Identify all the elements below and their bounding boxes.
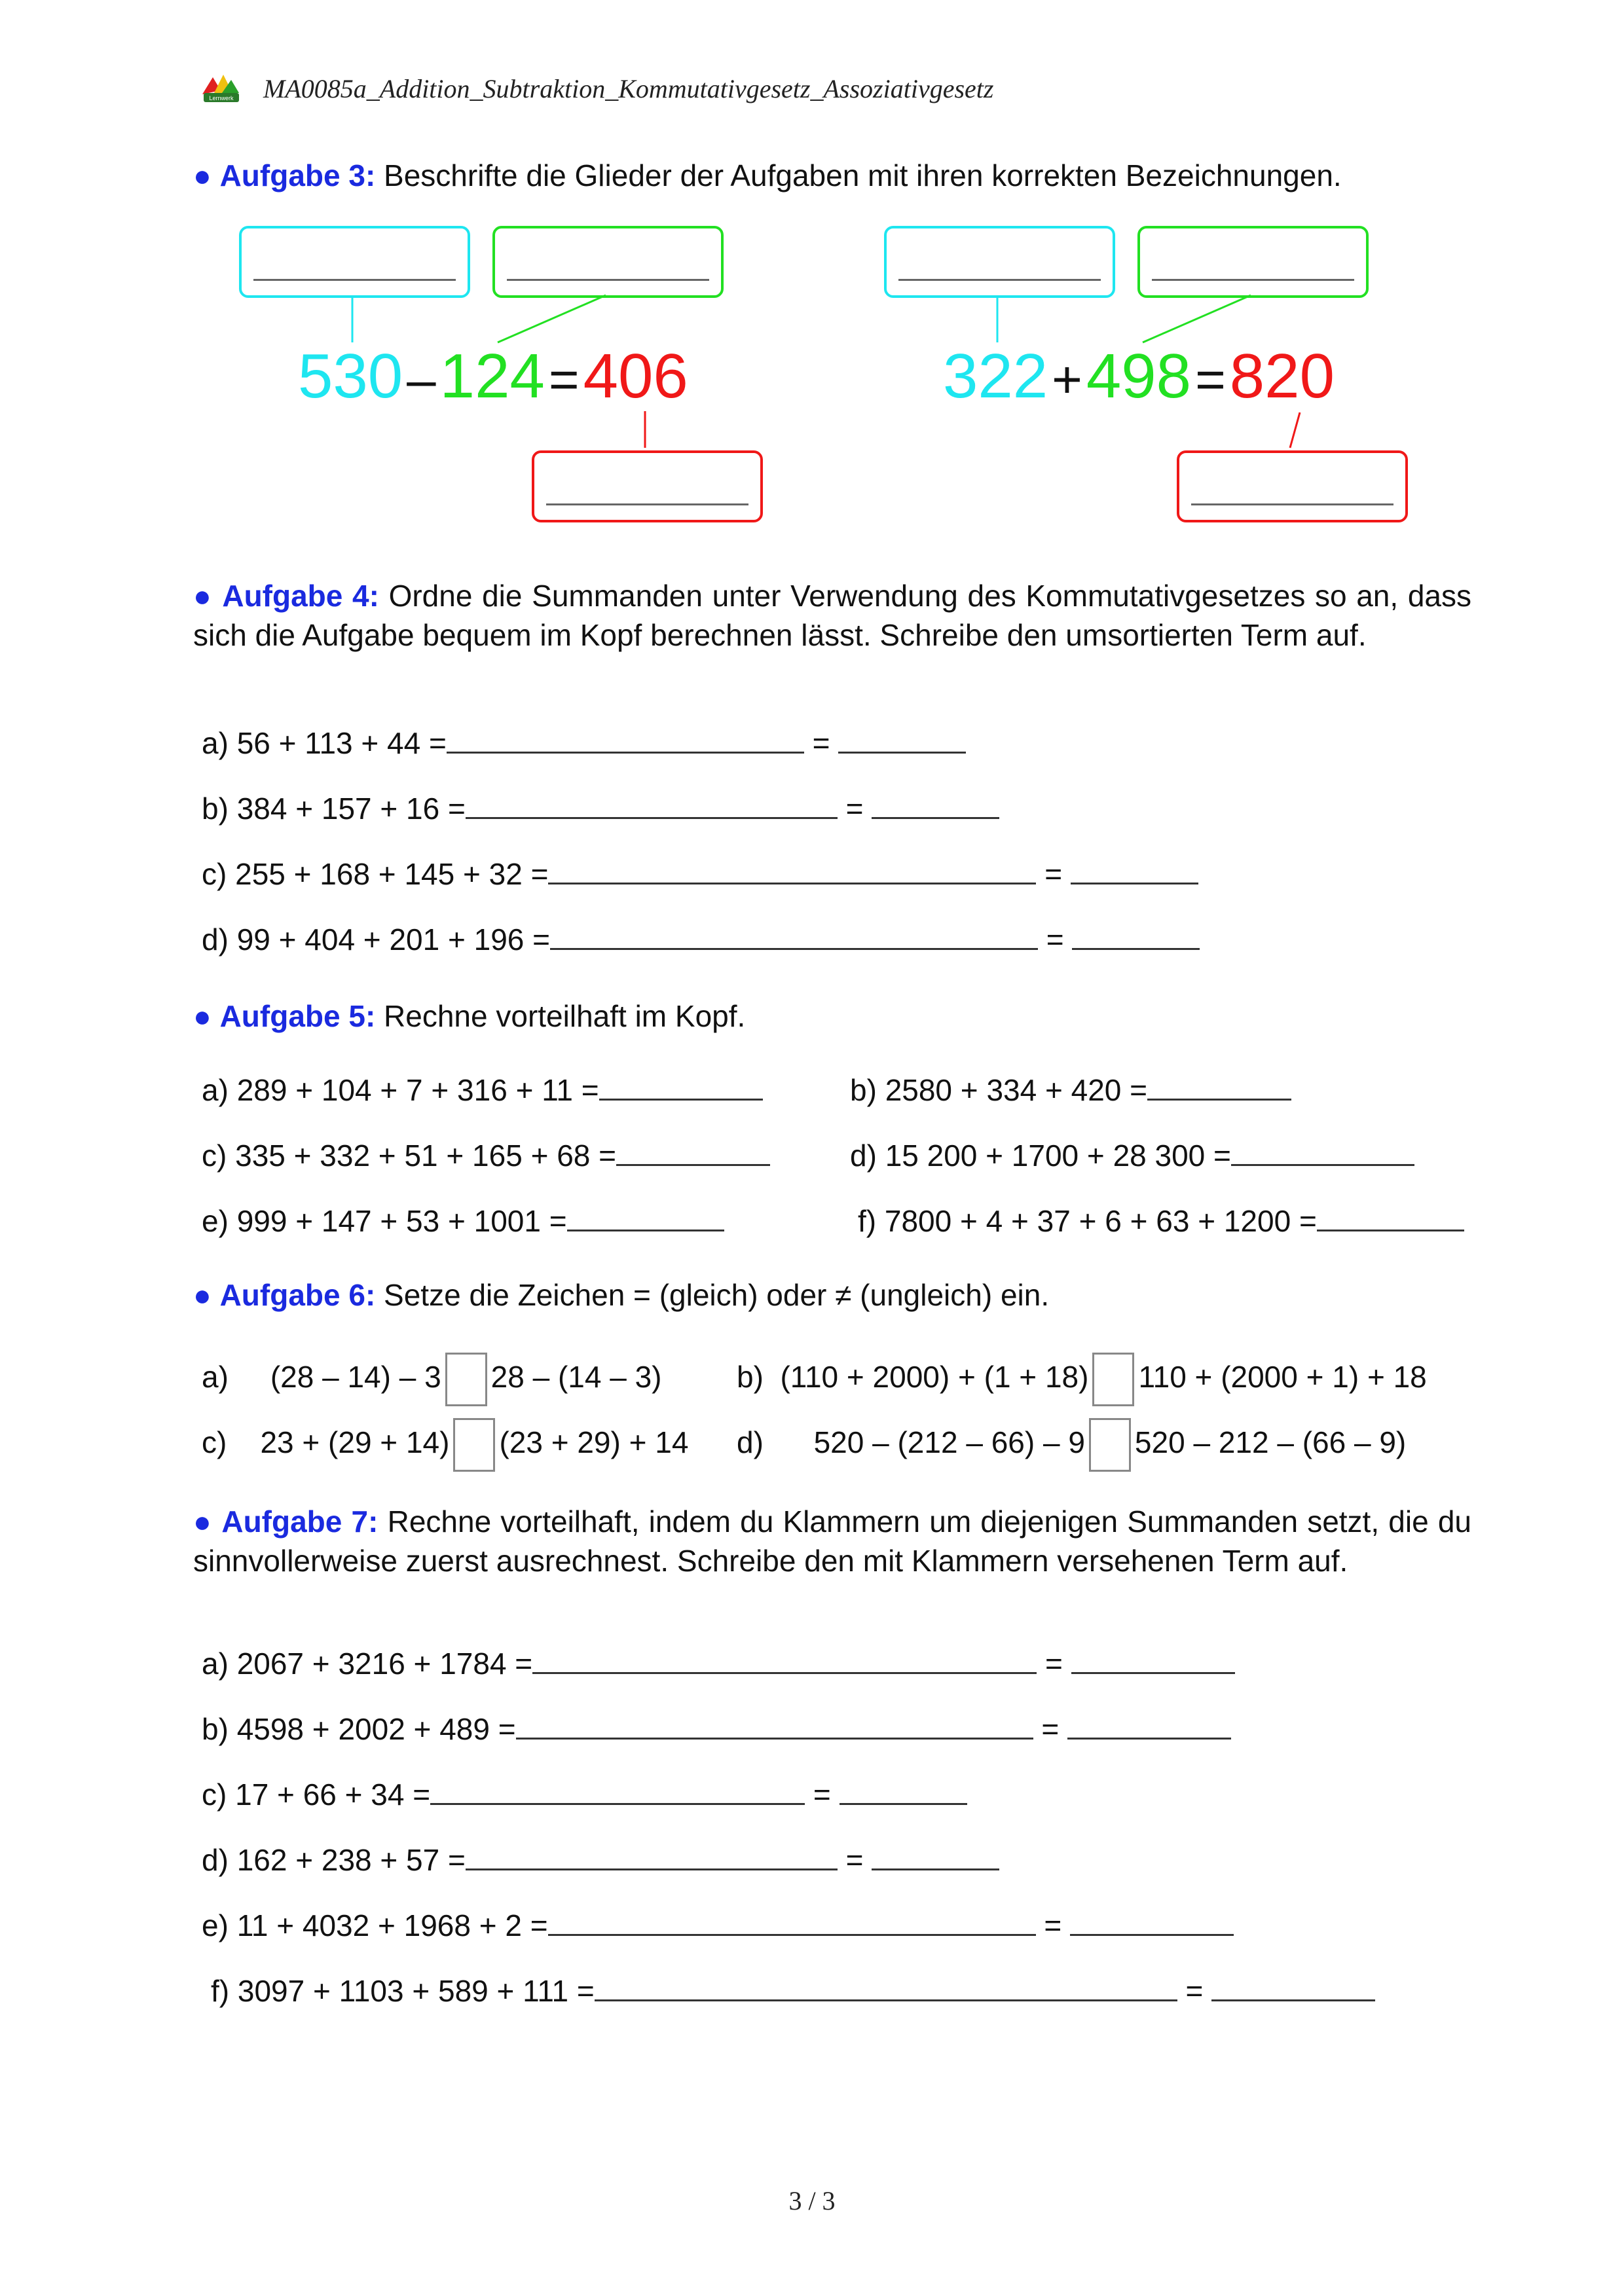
sign-box[interactable]	[1092, 1353, 1134, 1406]
result-blank[interactable]	[1317, 1201, 1464, 1231]
svg-text:Lernwerk: Lernwerk	[209, 95, 234, 101]
aufgabe5-item-c: c) 335 + 332 + 51 + 165 + 68 =	[202, 1135, 770, 1175]
equation-subtraction	[298, 340, 688, 416]
aufgabe7-item-a: a) 2067 + 3216 + 1784 = =	[202, 1643, 1235, 1683]
connector-lines	[0, 0, 1624, 589]
result-blank[interactable]	[1211, 1971, 1375, 2001]
result-blank[interactable]	[872, 1840, 999, 1870]
result-blank[interactable]	[1231, 1135, 1414, 1166]
equals-sign: =	[548, 350, 580, 409]
document-filename: MA0085a_Addition_Subtraktion_Kommutativgesetz_Assoziativgesetz	[263, 74, 994, 103]
subtrahend: 124	[439, 341, 545, 411]
aufgabe4-item-c: c) 255 + 168 + 145 + 32 = =	[202, 854, 1198, 894]
sign-box[interactable]	[1089, 1418, 1131, 1472]
answer-blank[interactable]	[595, 1971, 1177, 2001]
aufgabe7-item-f: f) 3097 + 1103 + 589 + 111 = =	[211, 1971, 1375, 2011]
plus-sign: +	[1052, 350, 1082, 409]
summand2: 498	[1086, 341, 1192, 411]
aufgabe5-item-d: d) 15 200 + 1700 + 28 300 =	[850, 1135, 1414, 1175]
result-blank[interactable]	[1070, 1905, 1234, 1936]
answer-blank[interactable]	[466, 788, 838, 819]
minus-sign: –	[407, 350, 436, 409]
difference: 406	[583, 341, 688, 411]
answer-blank[interactable]	[516, 1709, 1033, 1740]
aufgabe5-item-f: f) 7800 + 4 + 37 + 6 + 63 + 1200 =	[858, 1201, 1464, 1241]
aufgabe6-item-b: b) (110 + 2000) + (1 + 18) 110 + (2000 + 1) + 18	[737, 1353, 1427, 1406]
page-number: 3 / 3	[788, 2186, 836, 2215]
aufgabe4-title: ● Aufgabe 4: Ordne die Summanden unter Verwendung des Kommutativgesetzes so an, dass sich die Aufgabe bequem im Kopf berechnen lässt. Schreibe den umsortierten Term auf.	[193, 579, 1472, 652]
aufgabe7-title: ● Aufgabe 7: Rechne vorteilhaft, indem du Klammern um diejenigen Summanden setzt, die du sinnvollerweise zuerst ausrechnest. Schreibe den mit Klammern versehenen Term auf.	[193, 1504, 1472, 1578]
aufgabe4-item-b: b) 384 + 157 + 16 = =	[202, 788, 999, 828]
aufgabe7-item-e: e) 11 + 4032 + 1968 + 2 = =	[202, 1905, 1234, 1945]
equals-sign: =	[1195, 350, 1226, 409]
result-blank[interactable]	[872, 788, 999, 819]
result-blank[interactable]	[1071, 1643, 1235, 1674]
sign-box[interactable]	[445, 1353, 487, 1406]
result-blank[interactable]	[840, 1774, 967, 1805]
aufgabe4-item-a: a) 56 + 113 + 44 = =	[202, 723, 966, 763]
answer-blank[interactable]	[447, 723, 804, 754]
sum: 820	[1229, 341, 1335, 411]
result-blank[interactable]	[1072, 919, 1200, 950]
answer-blank[interactable]	[430, 1774, 805, 1805]
result-blank[interactable]	[1147, 1070, 1291, 1101]
answer-blank[interactable]	[548, 854, 1036, 884]
answer-blank[interactable]	[550, 919, 1038, 950]
aufgabe5-title: ● Aufgabe 5: Rechne vorteilhaft im Kopf.	[193, 999, 746, 1033]
minuend: 530	[298, 341, 403, 411]
aufgabe6-item-d: d) 520 – (212 – 66) – 9 520 – 212 – (66 – 9)	[737, 1418, 1406, 1472]
result-blank[interactable]	[599, 1070, 763, 1101]
result-blank[interactable]	[616, 1135, 770, 1166]
aufgabe6-item-c: c) 23 + (29 + 14) (23 + 29) + 14	[202, 1418, 688, 1472]
aufgabe5-item-e: e) 999 + 147 + 53 + 1001 =	[202, 1201, 724, 1241]
result-blank[interactable]	[1067, 1709, 1231, 1740]
answer-blank[interactable]	[466, 1840, 838, 1870]
sign-box[interactable]	[453, 1418, 495, 1472]
result-blank[interactable]	[838, 723, 966, 754]
aufgabe5-item-b: b) 2580 + 334 + 420 =	[850, 1070, 1291, 1110]
result-blank[interactable]	[1071, 854, 1198, 884]
aufgabe4-item-d: d) 99 + 404 + 201 + 196 = =	[202, 919, 1200, 959]
aufgabe5-item-a: a) 289 + 104 + 7 + 316 + 11 =	[202, 1070, 763, 1110]
aufgabe6-item-a: a) (28 – 14) – 3 28 – (14 – 3)	[202, 1353, 662, 1406]
answer-blank[interactable]	[532, 1643, 1037, 1674]
aufgabe6-title: ● Aufgabe 6: Setze die Zeichen = (gleich) oder ≠ (ungleich) ein.	[193, 1278, 1050, 1312]
equation-addition	[943, 340, 1335, 416]
summand1: 322	[943, 341, 1048, 411]
aufgabe7-item-b: b) 4598 + 2002 + 489 = =	[202, 1709, 1231, 1749]
result-blank[interactable]	[567, 1201, 724, 1231]
aufgabe3-title: ● Aufgabe 3: Beschrifte die Glieder der Aufgaben mit ihren korrekten Bezeichnungen.	[193, 158, 1342, 192]
answer-blank[interactable]	[548, 1905, 1036, 1936]
aufgabe7-item-c: c) 17 + 66 + 34 = =	[202, 1774, 967, 1814]
aufgabe7-item-d: d) 162 + 238 + 57 = =	[202, 1840, 999, 1880]
